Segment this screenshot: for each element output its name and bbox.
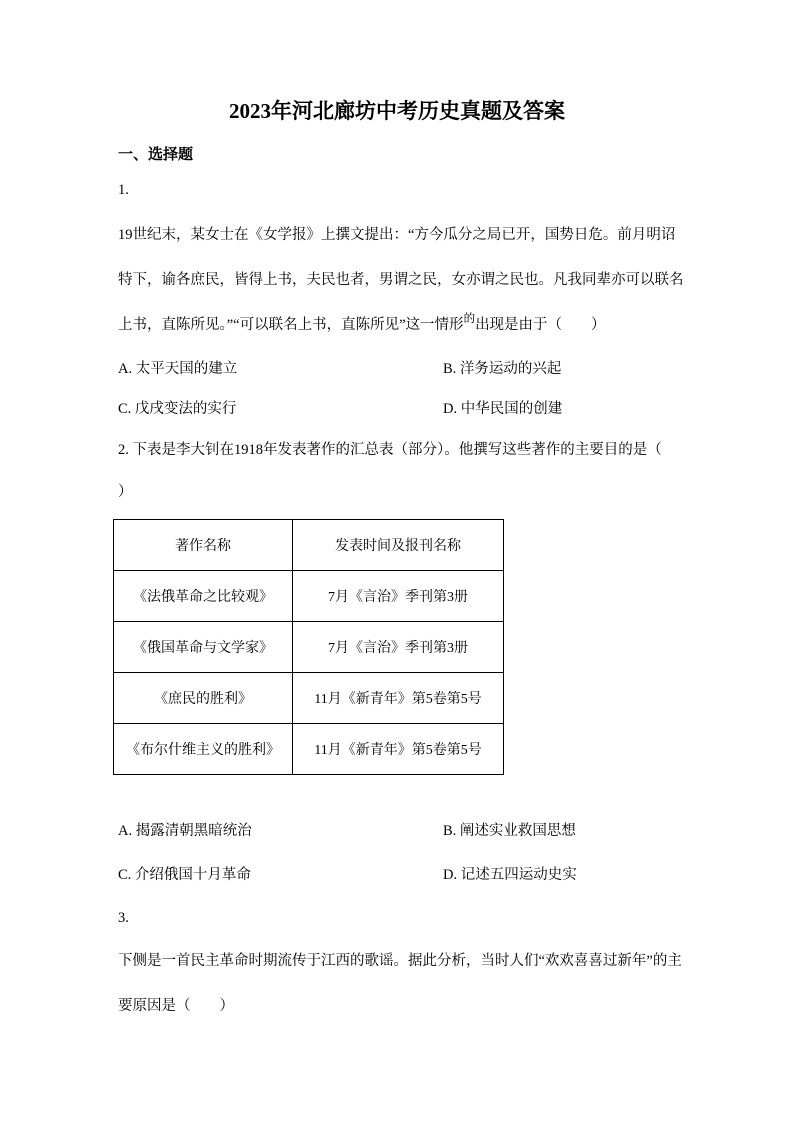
q2-option-d: D. 记述五四运动史实 [443,867,577,883]
q2-table-cell-pub-1: 7月《言治》季刊第3册 [293,571,504,622]
q2-option-b: B. 阐述实业救国思想 [443,823,576,839]
q2-table-cell-title-1: 《法俄革命之比较观》 [114,571,293,622]
q3-number: 3. [118,910,129,926]
q2-intro-line-1: 2. 下表是李大钊在1918年发表著作的汇总表（部分）。他撰写这些著作的主要目的是（ [118,442,662,458]
q1-body-line-3-tail: 出现是由于（ ） [475,317,606,333]
table-row [114,673,504,724]
q2-option-a: A. 揭露清朝黑暗统治 [118,823,252,839]
q1-options-row-2 [118,389,744,429]
q1-option-c: C. 戊戌变法的实行 [118,401,237,417]
table-row [114,724,504,775]
q2-table-header-row [114,520,504,571]
table-row [114,622,504,673]
q1-body-line-1: 19世纪末，某女士在《女学报》上撰文提出：“方今瓜分之局已开，国势日危。前月明诏 [118,227,676,243]
q2-table-cell-pub-3: 11月《新青年》第5卷第5号 [293,673,504,724]
q3-body-line-1: 下侧是一首民主革命时期流传于江西的歌谣。据此分析，当时人们“欢欢喜喜过新年”的主 [118,953,682,969]
q1-option-a: A. 太平天国的建立 [118,361,238,377]
table-row [114,571,504,622]
q1-option-d: D. 中华民国的创建 [443,401,563,417]
q2-options-row-2 [118,853,744,897]
q2-table-cell-title-4: 《布尔什维主义的胜利》 [114,724,293,775]
q2-options-row-1 [118,809,744,853]
q1-body-line-3-text: 上书，直陈所见。”“可以联名上书，直陈所见”这一情形 [118,317,464,333]
q3-body-line-2: 要原因是（ ） [118,998,234,1014]
q2-table-cell-pub-2: 7月《言治》季刊第3册 [293,622,504,673]
page-title: 2023年河北廊坊中考历史真题及答案 [229,99,565,123]
q2-table [113,519,504,775]
q1-body-line-2: 特下，谕各庶民，皆得上书，夫民也者，男谓之民，女亦谓之民也。凡我同辈亦可以联名 [118,272,684,288]
q2-option-c: C. 介绍俄国十月革命 [118,867,251,883]
q1-options-row-1 [118,349,744,389]
q2-table-cell-pub-4: 11月《新青年》第5卷第5号 [293,724,504,775]
q2-intro-line-2: ） [118,484,133,500]
q2-table-cell-title-3: 《庶民的胜利》 [114,673,293,724]
q1-body-line-3 [118,303,744,349]
q2-table-header-publication: 发表时间及报刊名称 [293,520,504,571]
q2-table-cell-title-2: 《俄国革命与文学家》 [114,622,293,673]
q1-body-superscript: 的 [463,313,476,325]
q2-table-header-title: 著作名称 [114,520,293,571]
section-heading: 一、选择题 [118,147,194,163]
q1-option-b: B. 洋务运动的兴起 [443,361,562,377]
q1-number: 1. [118,182,129,198]
